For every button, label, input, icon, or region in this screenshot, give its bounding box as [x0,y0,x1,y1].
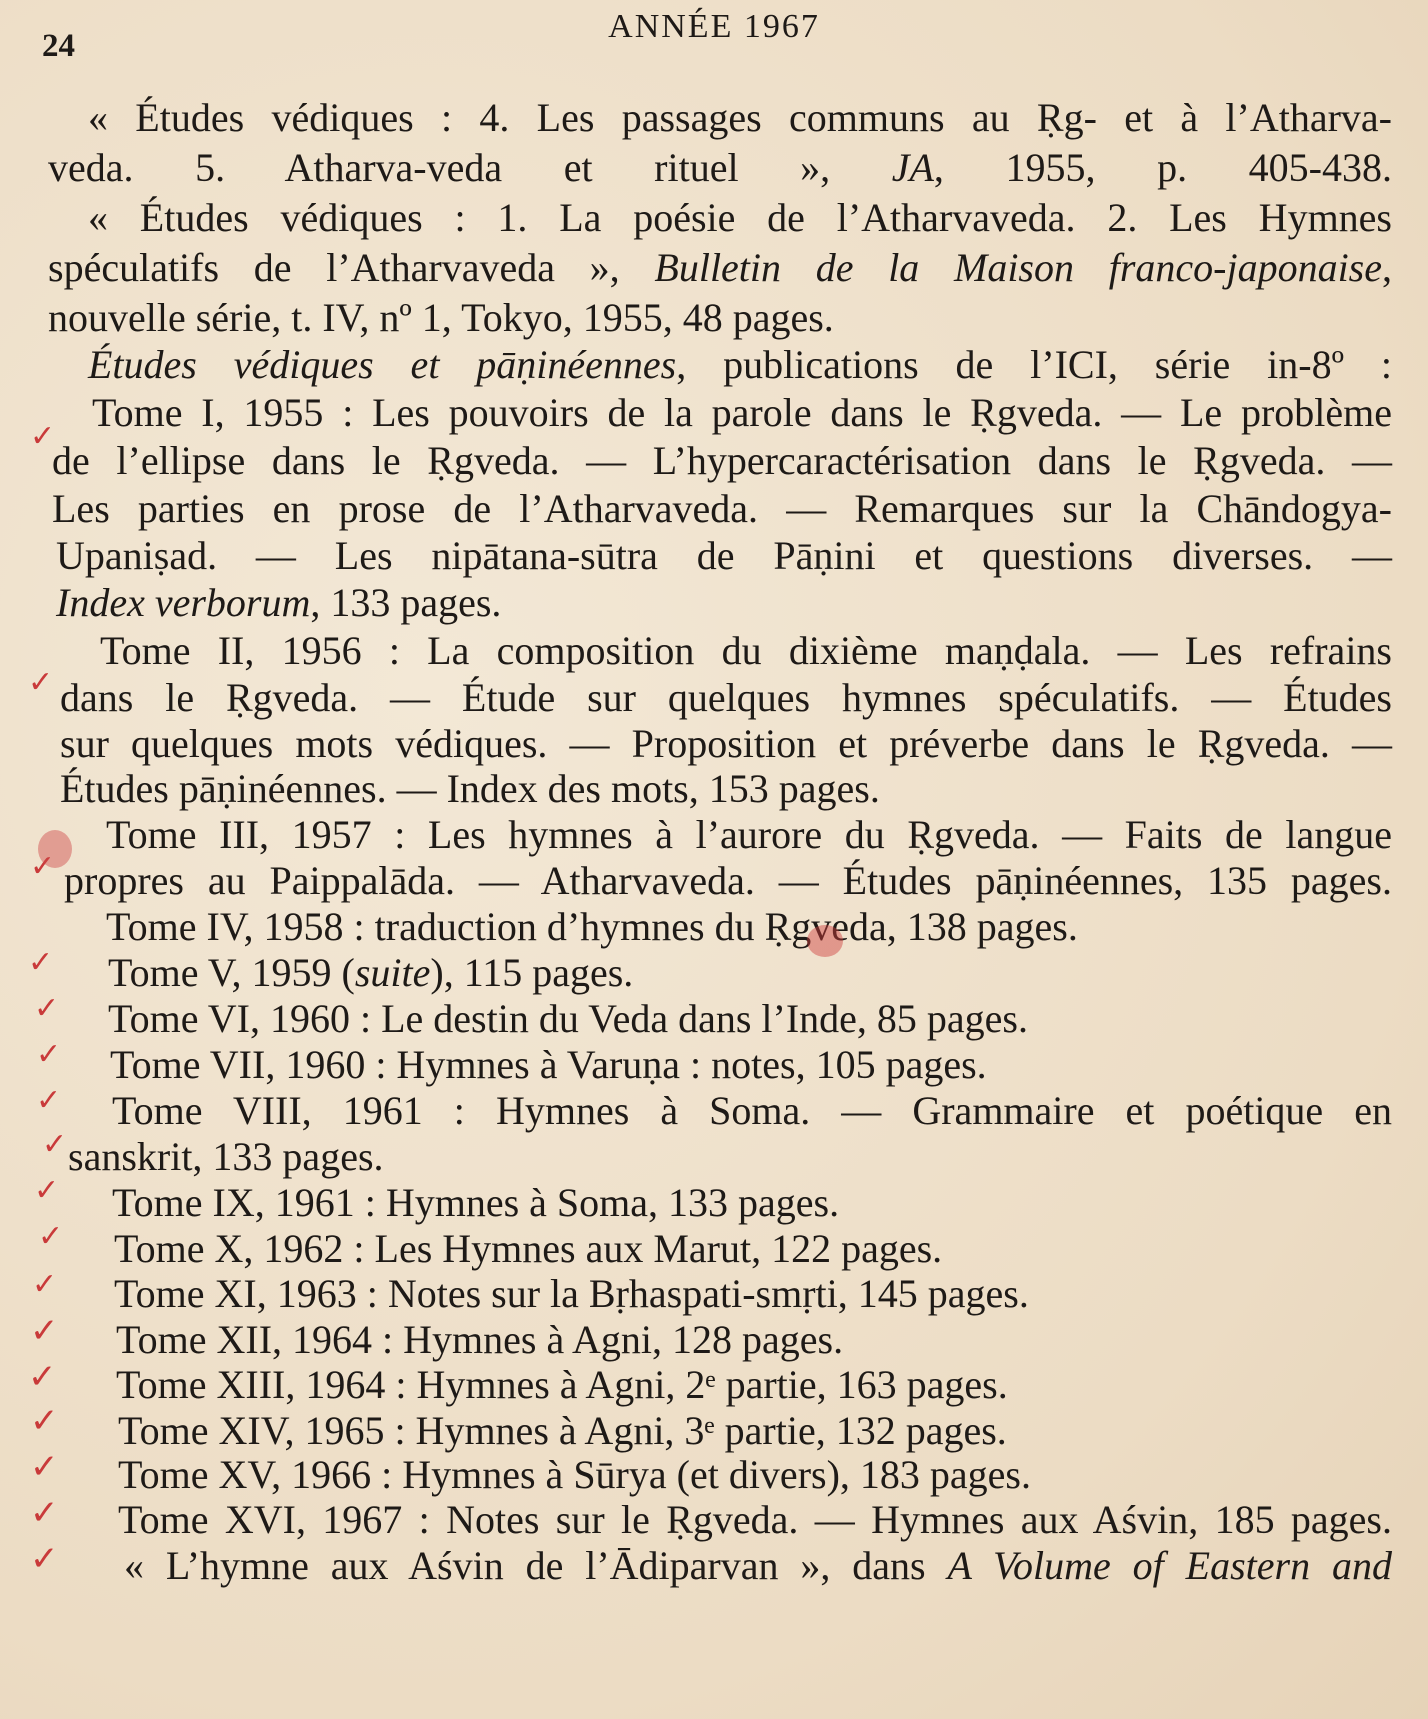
text-line: Tome IX, 1961 : Hymnes à Soma, 133 pages. [112,1180,840,1225]
text-line: propres au Paippalāda. — Atharvaveda. — Études pāṇinéennes, 135 pages. [64,858,1392,903]
text-line: veda. 5. Atharva-veda et rituel », JA, 1955, p. 405-438. [48,145,1392,190]
text-line: Tome XIV, 1965 : Hymnes à Agni, 3ᵉ partie, 132 pages. [118,1408,1007,1453]
text-line: sur quelques mots védiques. — Proposition et préverbe dans le Ṛgveda. — [60,721,1392,766]
check-mark-icon: ✓ [28,665,54,700]
check-mark-icon: ✓ [30,419,56,454]
text-line: Tome I, 1955 : Les pouvoirs de la parole dans le Ṛgveda. — Le problème [92,390,1392,435]
check-mark-icon: ✓ [28,1357,57,1397]
text-line: Upaniṣad. — Les nipātana-sūtra de Pāṇini et questions diverses. — [56,533,1392,578]
text-line: Tome V, 1959 (suite), 115 pages. [108,950,634,995]
text-line: sanskrit, 133 pages. [68,1134,384,1179]
text-line: Index verborum, 133 pages. [56,580,502,625]
text-line: Tome XVI, 1967 : Notes sur le Ṛgveda. — Hymnes aux Aśvin, 185 pages. [118,1497,1392,1542]
check-mark-icon: ✓ [30,1539,59,1579]
text-line: Tome XI, 1963 : Notes sur la Bṛhaspati-smṛti, 145 pages. [114,1271,1029,1316]
check-mark-icon: ✓ [38,1219,64,1254]
text-line: « Études védiques : 4. Les passages communs au Ṛg- et à l’Atharva- [88,95,1392,140]
check-mark-icon: ✓ [30,1493,59,1533]
text-line: Tome VI, 1960 : Le destin du Veda dans l’Inde, 85 pages. [108,996,1028,1041]
check-mark-icon: ✓ [28,945,54,980]
ink-smudge [38,830,72,868]
check-mark-icon: ✓ [36,1083,62,1118]
running-head: ANNÉE 1967 [608,8,820,45]
text-line: dans le Ṛgveda. — Étude sur quelques hymnes spéculatifs. — Études [60,675,1392,720]
text-line: Tome XV, 1966 : Hymnes à Sūrya (et divers), 183 pages. [118,1452,1031,1497]
text-line: Les parties en prose de l’Atharvaveda. — Remarques sur la Chāndogya- [52,486,1392,531]
check-mark-icon: ✓ [36,1037,62,1072]
text-line: nouvelle série, t. IV, nº 1, Tokyo, 1955, 48 pages. [48,295,834,340]
text-line: Tome II, 1956 : La composition du dixième maṇḍala. — Les refrains [100,628,1392,673]
text-line: Tome IV, 1958 : traduction d’hymnes du Ṛgveda, 138 pages. [106,904,1078,949]
check-mark-icon: ✓ [34,991,60,1026]
text-line: Tome XII, 1964 : Hymnes à Agni, 128 pages. [116,1317,844,1362]
text-line: Études védiques et pāṇinéennes, publications de l’ICI, série in-8º : [88,342,1392,387]
text-line: « L’hymne aux Aśvin de l’Ādiparvan », dans A Volume of Eastern and [124,1543,1392,1588]
text-line: Tome III, 1957 : Les hymnes à l’aurore du Ṛgveda. — Faits de langue [106,812,1392,857]
page-number: 24 [42,28,75,64]
text-line: Études pāṇinéennes. — Index des mots, 153 pages. [60,766,880,811]
text-line: Tome X, 1962 : Les Hymnes aux Marut, 122 pages. [114,1226,943,1271]
check-mark-icon: ✓ [34,1173,60,1208]
check-mark-icon: ✓ [30,1401,59,1441]
check-mark-icon: ✓ [32,1267,58,1302]
check-mark-icon: ✓ [30,1311,59,1351]
text-line: spéculatifs de l’Atharvaveda », Bulletin de la Maison franco-japonaise, [48,245,1393,290]
text-line: de l’ellipse dans le Ṛgveda. — L’hypercaractérisation dans le Ṛgveda. — [52,438,1392,483]
check-mark-icon: ✓ [30,849,56,884]
text-line: « Études védiques : 1. La poésie de l’Atharvaveda. 2. Les Hymnes [88,195,1392,240]
text-line: Tome VIII, 1961 : Hymnes à Soma. — Grammaire et poétique en [112,1088,1392,1133]
check-mark-icon: ✓ [42,1127,68,1162]
ink-circle-mark [807,925,843,957]
text-line: Tome XIII, 1964 : Hymnes à Agni, 2ᵉ partie, 163 pages. [116,1362,1008,1407]
check-mark-icon: ✓ [30,1447,59,1487]
text-line: Tome VII, 1960 : Hymnes à Varuṇa : notes, 105 pages. [110,1042,987,1087]
